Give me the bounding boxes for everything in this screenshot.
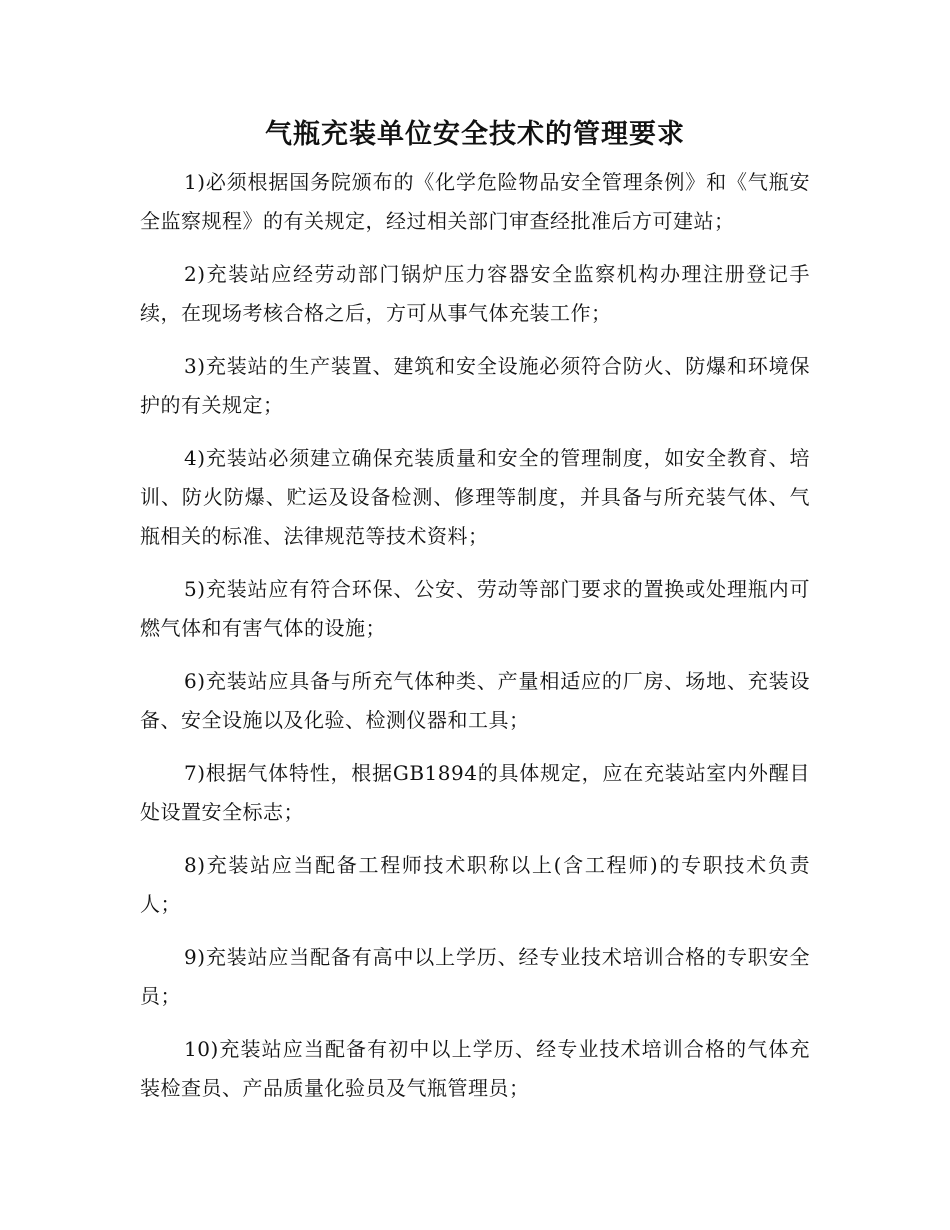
paragraph-4: 4)充装站必须建立确保充装质量和安全的管理制度，如安全教育、培训、防火防爆、贮运及设备检测、修理等制度，并具备与所充装气体、气瓶相关的标准、法律规范等技术资料； — [140, 446, 810, 548]
document-body — [140, 163, 810, 1122]
paragraph-5: 5)充装站应有符合环保、公安、劳动等部门要求的置换或处理瓶内可燃气体和有害气体的设施； — [140, 577, 810, 640]
paragraph-6: 6)充装站应具备与所充气体种类、产量相适应的厂房、场地、充装设备、安全设施以及化验、检测仪器和工具； — [140, 669, 810, 732]
paragraph-3: 3)充装站的生产装置、建筑和安全设施必须符合防火、防爆和环境保护的有关规定； — [140, 354, 810, 417]
paragraph-7: 7)根据气体特性，根据GB1894的具体规定，应在充装站室内外醒目处设置安全标志； — [140, 761, 810, 824]
paragraph-1: 1)必须根据国务院颁布的《化学危险物品安全管理条例》和《气瓶安全监察规程》的有关规定，经过相关部门审查经批准后方可建站； — [140, 170, 810, 233]
paragraph-2: 2)充装站应经劳动部门锅炉压力容器安全监察机构办理注册登记手续，在现场考核合格之后，方可从事气体充装工作； — [140, 262, 810, 325]
paragraph-10: 10)充装站应当配备有初中以上学历、经专业技术培训合格的气体充装检查员、产品质量化验员及气瓶管理员； — [140, 1037, 810, 1100]
paragraph-9: 9)充装站应当配备有高中以上学历、经专业技术培训合格的专职安全员； — [140, 945, 810, 1008]
paragraph-8: 8)充装站应当配备工程师技术职称以上(含工程师)的专职技术负责人； — [140, 853, 810, 916]
document-title: 气瓶充装单位安全技术的管理要求 — [265, 119, 685, 150]
